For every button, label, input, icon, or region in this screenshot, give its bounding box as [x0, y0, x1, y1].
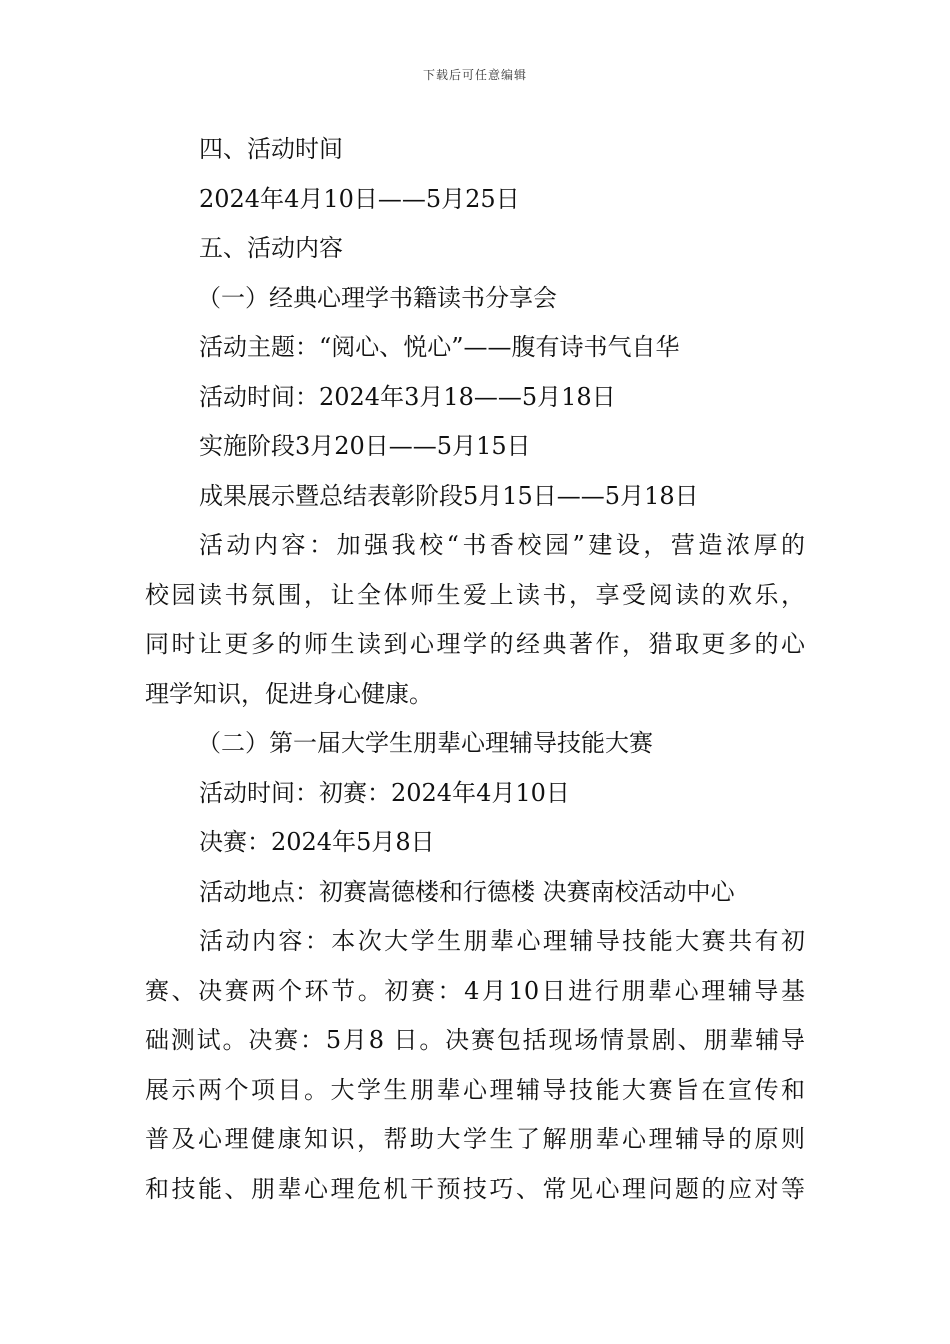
- implementation-stage: 实施阶段3月20日——5月15日: [199, 432, 531, 460]
- paragraph-line: 活动内容：加强我校“书香校园”建设，营造浓厚的: [199, 531, 805, 559]
- paragraph-line: 同时让更多的师生读到心理学的经典著作，猎取更多的心: [145, 630, 805, 658]
- paragraph-line: 活动内容：本次大学生朋辈心理辅导技能大赛共有初: [199, 927, 805, 955]
- paragraph-line: 普及心理健康知识，帮助大学生了解朋辈心理辅导的原则: [145, 1125, 805, 1153]
- paragraph-line: 理学知识，促进身心健康。: [145, 679, 433, 708]
- section-heading-time: 四、活动时间: [199, 135, 343, 163]
- paragraph-line: 和技能、朋辈心理危机干预技巧、常见心理问题的应对等: [145, 1174, 805, 1203]
- page-header: 下载后可任意编辑: [422, 68, 527, 82]
- paragraph-line: 校园读书氛围，让全体师生爱上读书，享受阅读的欢乐，: [145, 580, 805, 609]
- activity-time-2: 活动时间：初赛：2024年4月10日: [199, 778, 570, 807]
- paragraph-line: 展示两个项目。大学生朋辈心理辅导技能大赛旨在宣传和: [145, 1075, 805, 1104]
- paragraph-line: 赛、决赛两个环节。初赛：4月10日进行朋辈心理辅导基: [145, 976, 805, 1005]
- final-date: 决赛：2024年5月8日: [199, 828, 435, 856]
- section-heading-content: 五、活动内容: [199, 234, 343, 262]
- document-body: [145, 125, 805, 1214]
- activity-theme: 活动主题：“阅心、悦心”——腹有诗书气自华: [199, 333, 680, 361]
- time-range: 2024年4月10日——5月25日: [199, 184, 520, 213]
- activity-location: 活动地点：初赛嵩德楼和行德楼 决赛南校活动中心: [199, 877, 735, 906]
- results-stage: 成果展示暨总结表彰阶段5月15日——5月18日: [199, 481, 699, 510]
- activity-time-1: 活动时间：2024年3月18——5月18日: [199, 382, 616, 411]
- subsection-heading-2: （二）第一届大学生朋辈心理辅导技能大赛: [197, 729, 653, 757]
- paragraph-line: 础测试。决赛：5月8 日。决赛包括现场情景剧、朋辈辅导: [145, 1026, 805, 1054]
- subsection-heading-1: （一）经典心理学书籍读书分享会: [197, 283, 557, 312]
